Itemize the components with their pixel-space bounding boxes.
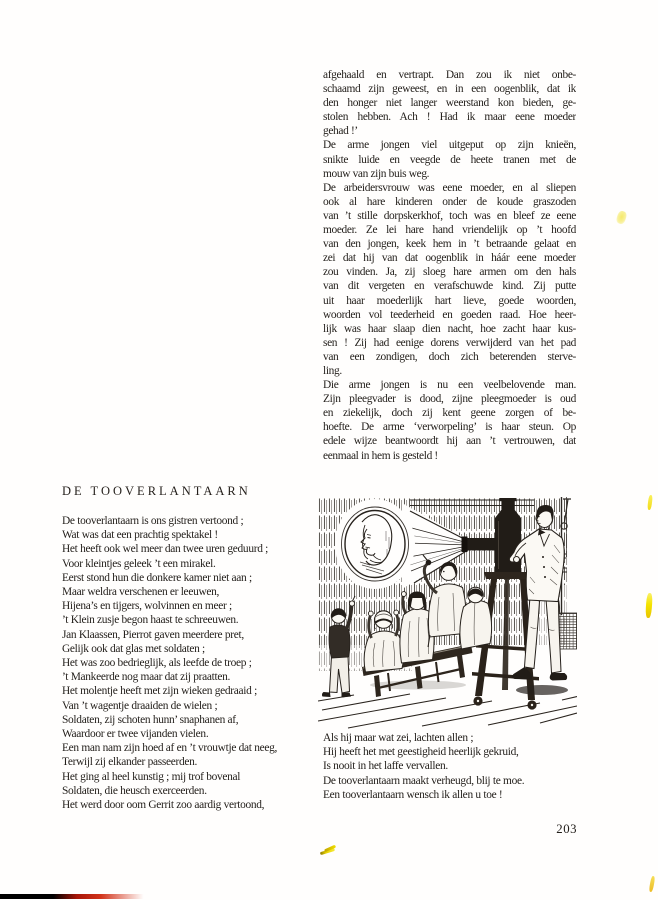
poem-line: Het ging al heel kunstig ; mij trof bovenal (62, 770, 241, 783)
scan-mark-yellow-2 (647, 495, 653, 510)
projected-image-oval (335, 499, 415, 589)
poem-line: De tooverlantaarn is ons gistren vertoond ; (62, 515, 244, 527)
prose-line: den honger niet langer weerstand kon bieden, ge- (323, 97, 576, 110)
prose-line: mouw van zijn buis weg. (323, 167, 430, 180)
prose-line: van een zondigen, doch zich beterenden sterve- (323, 350, 576, 363)
scan-mark-yellow-1 (615, 210, 628, 225)
poem-line: Een tooverlantaarn wensch ik allen u toe ! (323, 788, 503, 801)
poem-title: DE TOOVERLANTAARN (62, 484, 251, 498)
scan-artifact-bar (0, 894, 148, 899)
scan-mark-yellow-squiggle (319, 847, 337, 857)
prose-line: van den jongen, keek hem in ’t betraande gelaat en (323, 238, 576, 251)
poem-line: ’t Klein zusje begon haast te schreeuwen. (62, 614, 239, 627)
prose-line: gehad !’ (323, 125, 358, 138)
prose-line: Zijn pleegvader is dood, zijne pleegmoeder is oud (323, 393, 576, 406)
magic-lantern-illustration (318, 497, 577, 729)
prose-line: lijk was haar slaap dien nacht, hoe zacht haar kus- (323, 322, 576, 335)
illustration-figure (318, 497, 577, 729)
poem-line: Soldaten, zij schoten hunn’ snaphanen af, (62, 713, 239, 726)
poem-line: De tooverlantaarn maakt verheugd, blij te moe. (323, 774, 525, 787)
poem-line: Maar weldra verschenen er leeuwen, (62, 586, 220, 599)
scan-mark-yellow-3 (645, 593, 653, 618)
prose-line: ling. (323, 364, 342, 377)
prose-line: van dit vergeten en verafschuwde kind. Zij putte (323, 280, 576, 293)
prose-line: sen ! Zij had eenige dorens verwijderd van het pad (323, 336, 576, 349)
prose-line: en ziekelijk, doch zij kent geene zorgen of be- (323, 407, 576, 420)
poem-line: Gelijk ook dat glas met soldaten ; (62, 642, 205, 655)
poem-line: Het werd door oom Gerrit zoo aardig vertoond, (62, 799, 265, 812)
prose-line: snikte luide en veegde de heete tranen met de (323, 153, 576, 166)
prose-line: schaamd zijn geweest, en in een oogenblik, dat ik (323, 83, 576, 96)
poem-line: Als hij maar wat zei, lachten allen ; (323, 732, 474, 744)
poem-line: Het was zoo bedrieglijk, als leefde de troep ; (62, 657, 252, 670)
poem-line: Waardoor er twee vijanden vielen. (62, 728, 209, 741)
poem-line: Terwijl zij elkander passeerden. (62, 756, 198, 769)
poem-line: Een man nam zijn hoed af en ’t vrouwtje dat neeg, (62, 742, 278, 755)
prose-column (323, 68, 576, 463)
scan-mark-yellow-5 (649, 876, 656, 892)
prose-line: zou vinden. Ja, zij sloeg hare armen om den hals (323, 266, 576, 279)
prose-line: uit haar moederlijk hart lieve, goede woorden, (323, 294, 576, 307)
prose-line: hoefte. De arme ‘verworpeling’ is haar steun. Op (323, 421, 576, 434)
prose-line: woorden vol teederheid en goeden raad. Hoe heer- (323, 308, 576, 321)
prose-line: van ’t stille dorpskerkhof, toch was en bleef ze eene (323, 209, 576, 222)
prose-line: Die arme jongen is nu een veelbelovende man. (323, 379, 576, 392)
poem-right-lines (323, 731, 585, 802)
prose-line: ook al hare kinderen onder de koude graszoden (323, 195, 576, 208)
poem-line: Hijena’s en tijgers, wolvinnen en meer ; (62, 600, 232, 613)
poem-line: Wat was dat een prachtig spektakel ! (62, 529, 218, 542)
floorboards (318, 694, 577, 728)
poem-line: Jan Klaassen, Pierrot gaven meerdere pret, (62, 628, 244, 641)
poem-line: Het molentje heeft met zijn wieken gedraaid ; (62, 685, 257, 698)
poem-line: ’t Mankeerde nog maar dat zij praatten. (62, 671, 231, 684)
poem-line: Het heeft ook wel meer dan twee uren geduurd ; (62, 543, 269, 556)
prose-line: De arme jongen viel uitgeput op zijn knieën, (323, 139, 576, 152)
poem-line: Hij heeft het met geestigheid heerlijk gekruid, (323, 746, 519, 759)
prose-line: eenmaal in hem is gesteld ! (323, 449, 438, 462)
prose-line: zei dat hij van dat oogenblik in háár eene moeder (323, 252, 576, 265)
poem-line: Soldaten, die heusch exerceerden. (62, 784, 207, 797)
prose-line: afgehaald en vertrapt. Dan zou ik niet onbe- (323, 69, 576, 81)
prose-line: edele wijze beantwoordt hij aan ’t vertrouwen, dat (323, 435, 576, 448)
poem-line: Is nooit in het laffe vervallen. (323, 760, 448, 773)
poem-line: Van ’t wagentje draaiden de wielen ; (62, 699, 218, 712)
poem-line: Eerst stond hun die donkere kamer niet aan ; (62, 571, 252, 584)
prose-line: moeder. Ze lei hare hand vriendelijk op ’t hoofd (323, 224, 576, 237)
poem-line: Voor kleintjes geleek ’t een mirakel. (62, 557, 216, 570)
page-number: 203 (556, 822, 577, 836)
poem-left-lines (62, 514, 324, 812)
prose-line: De arbeidersvrouw was eene moeder, en al sliepen (323, 181, 576, 194)
prose-line: stolen hebben. Ach ! Had ik maar eene moeder (323, 111, 576, 124)
